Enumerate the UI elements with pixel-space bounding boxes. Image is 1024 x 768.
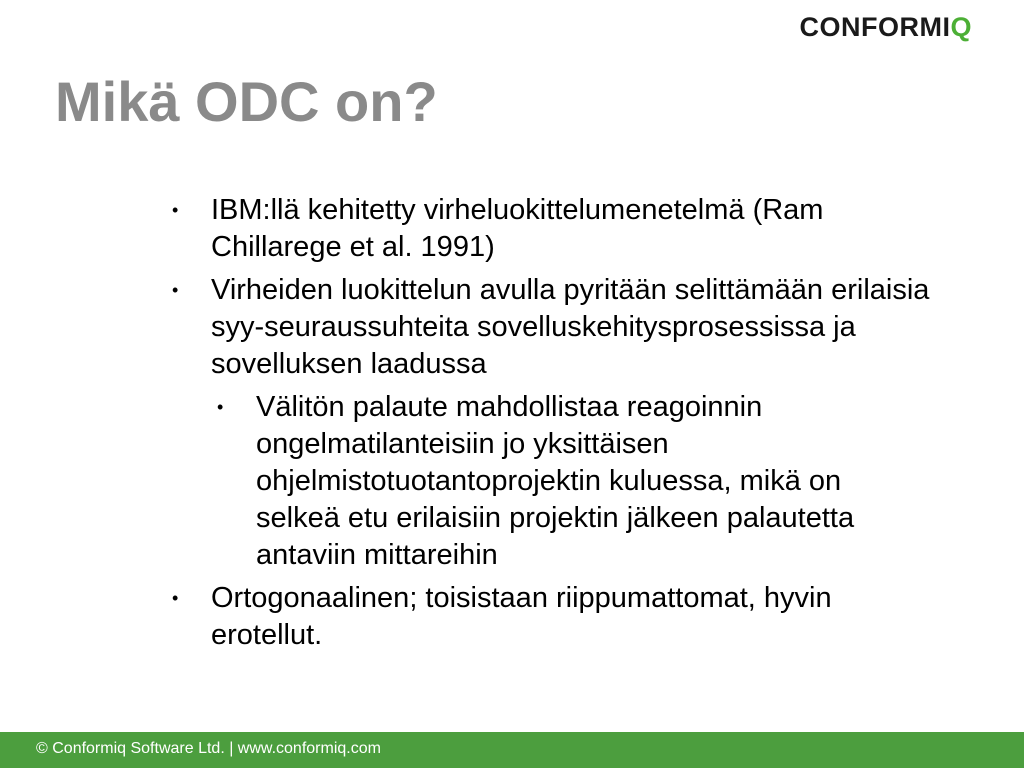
logo-q-letter: Q <box>950 12 972 42</box>
bullet-item <box>170 272 950 383</box>
footer-bar <box>0 732 1024 768</box>
slide-title: Mikä ODC on? <box>55 70 438 133</box>
bullet-marker: • <box>172 588 179 608</box>
sub-bullet-item <box>215 389 950 574</box>
bullet-item <box>170 580 950 654</box>
bullet-list <box>170 192 950 660</box>
conformiq-logo <box>800 12 973 43</box>
bullet-text: Ortogonaalinen; toisistaan riippumattomat, hyvin erotellut. <box>211 582 832 651</box>
bullet-text: Välitön palaute mahdollistaa reagoinnin ongelmatilanteisiin jo yksittäisen ohjelmistotuotantoprojektin kuluessa, mikä on selkeä etu erilaisiin projektin jälkeen palautetta antaviin mittareihin <box>256 391 855 571</box>
logo-text: CONFORMI <box>799 12 951 42</box>
bullet-marker: • <box>172 200 179 220</box>
bullet-marker: • <box>217 397 224 417</box>
footer-copyright: © Conformiq Software Ltd. | www.conformiq.com <box>36 740 381 757</box>
bullet-marker: • <box>172 280 179 300</box>
bullet-item <box>170 192 950 266</box>
bullet-text: IBM:llä kehitetty virheluokittelumenetelmä (Ram Chillarege et al. 1991) <box>211 194 824 263</box>
bullet-text: Virheiden luokittelun avulla pyritään selittämään erilaisia syy-seuraussuhteita sovelluskehitysprosessissa ja sovelluksen laadussa <box>211 274 930 380</box>
